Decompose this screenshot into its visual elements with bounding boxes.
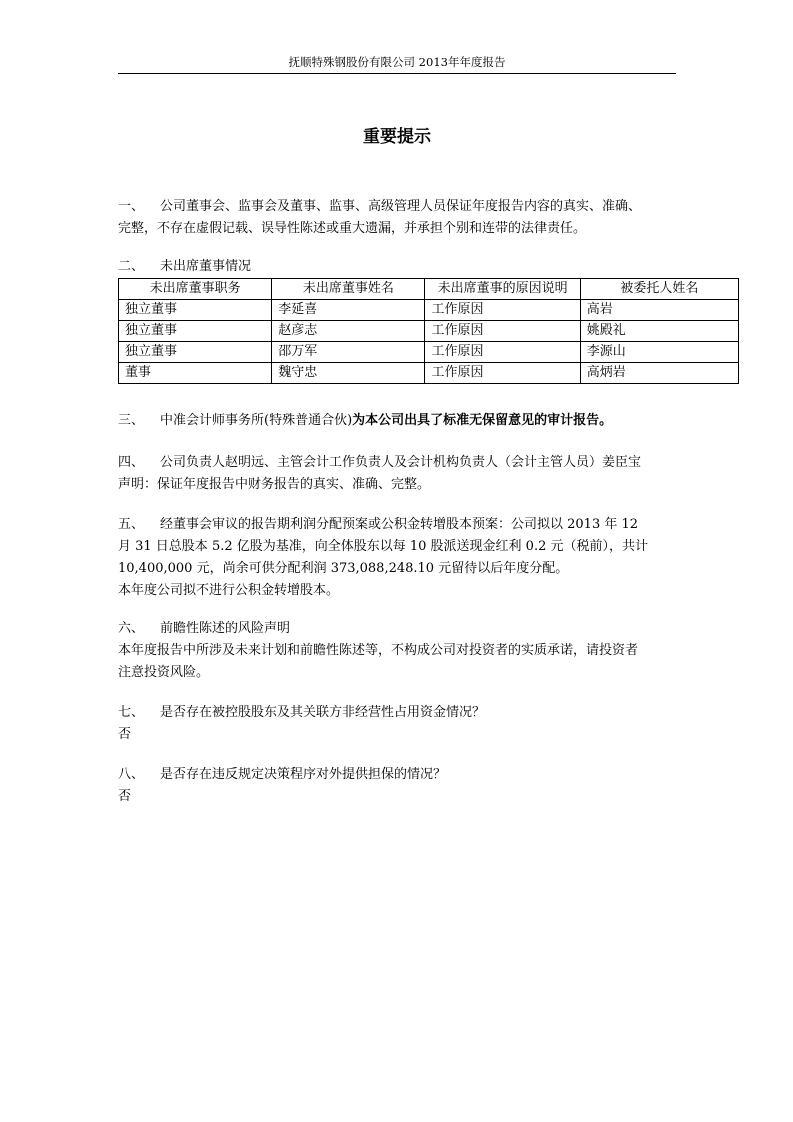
section-5 [118, 514, 678, 602]
table-cell: 独立董事 [119, 342, 272, 363]
section-4-number: 四、 [118, 455, 145, 470]
section-4-line-1: 公司负责人赵明远、主管会计工作负责人及会计机构负责人（会计主管人员）姜臣宝 [160, 455, 642, 470]
section-6 [118, 618, 678, 684]
table-cell: 李源山 [580, 342, 738, 363]
table-cell: 姚殿礼 [580, 321, 738, 342]
section-3 [118, 410, 678, 432]
section-1-line-1: 公司董事会、监事会及董事、监事、高级管理人员保证年度报告内容的真实、准确、 [160, 199, 642, 214]
table-cell: 赵彦志 [272, 321, 425, 342]
table-cell: 高炳岩 [580, 363, 738, 384]
header-divider [118, 73, 676, 74]
table-header-cell: 被委托人姓名 [580, 279, 738, 300]
table-cell: 李延喜 [272, 300, 425, 321]
table-cell: 独立董事 [119, 321, 272, 342]
section-6-line-2: 注意投资风险。 [118, 665, 210, 680]
table-row [119, 363, 739, 384]
table-row [119, 321, 739, 342]
section-7-question: 是否存在被控股股东及其关联方非经营性占用资金情况？ [160, 705, 486, 720]
section-4 [118, 452, 678, 496]
section-2-heading [118, 256, 678, 278]
section-5-number: 五、 [118, 517, 145, 532]
section-5-line-3: 10,400,000 元，尚余可供分配利润 373,088,248.10 元留待以后年度分配。 [118, 561, 569, 576]
table-row [119, 342, 739, 363]
section-7 [118, 702, 678, 746]
section-3-number: 三、 [118, 413, 145, 428]
absent-directors-table [118, 278, 739, 384]
section-6-line-1: 本年度报告中所涉及未来计划和前瞻性陈述等，不构成公司对投资者的实质承诺，请投资者 [118, 643, 639, 658]
table-header-row [119, 279, 739, 300]
table-cell: 工作原因 [425, 363, 580, 384]
section-8-number: 八、 [118, 767, 145, 782]
table-row [119, 300, 739, 321]
section-8-answer: 否 [118, 789, 132, 804]
table-cell: 邵万军 [272, 342, 425, 363]
section-8-question: 是否存在违反规定决策程序对外提供担保的情况？ [160, 767, 447, 782]
section-3-text: 中准会计师事务所(特殊普通合伙) [160, 413, 353, 428]
table-cell: 独立董事 [119, 300, 272, 321]
section-1-line-2: 完整，不存在虚假记载、误导性陈述或重大遗漏，并承担个别和连带的法律责任。 [118, 221, 587, 236]
section-7-number: 七、 [118, 705, 145, 720]
table-cell: 工作原因 [425, 342, 580, 363]
page-header: 抚顺特殊钢股份有限公司 2013年年度报告 [288, 55, 506, 69]
section-6-number: 六、 [118, 621, 145, 636]
document-title: 重要提示 [363, 127, 431, 147]
section-6-heading: 前瞻性陈述的风险声明 [160, 621, 291, 636]
table-cell: 董事 [119, 363, 272, 384]
section-2-text: 未出席董事情况 [160, 259, 252, 274]
section-3-bold-text: 为本公司出具了标准无保留意见的审计报告。 [352, 413, 613, 428]
table-header-cell: 未出席董事姓名 [272, 279, 425, 300]
section-5-line-2: 月 31 日总股本 5.2 亿股为基准，向全体股东以每 10 股派送现金红利 0.2 元（税前），共计 [118, 539, 648, 554]
table-cell: 高岩 [580, 300, 738, 321]
section-5-line-1: 经董事会审议的报告期利润分配预案或公积金转增股本预案：公司拟以 2013 年 12 [160, 517, 639, 532]
table-cell: 工作原因 [425, 300, 580, 321]
table-cell: 魏守忠 [272, 363, 425, 384]
section-5-line-4: 本年度公司拟不进行公积金转增股本。 [118, 583, 340, 598]
section-1-number: 一、 [118, 199, 145, 214]
table-cell: 工作原因 [425, 321, 580, 342]
section-1 [118, 196, 678, 240]
section-8 [118, 764, 678, 808]
table-header-cell: 未出席董事职务 [119, 279, 272, 300]
section-7-answer: 否 [118, 727, 132, 742]
table-header-cell: 未出席董事的原因说明 [425, 279, 580, 300]
section-4-line-2: 声明：保证年度报告中财务报告的真实、准确、完整。 [118, 477, 431, 492]
section-2-number: 二、 [118, 259, 145, 274]
